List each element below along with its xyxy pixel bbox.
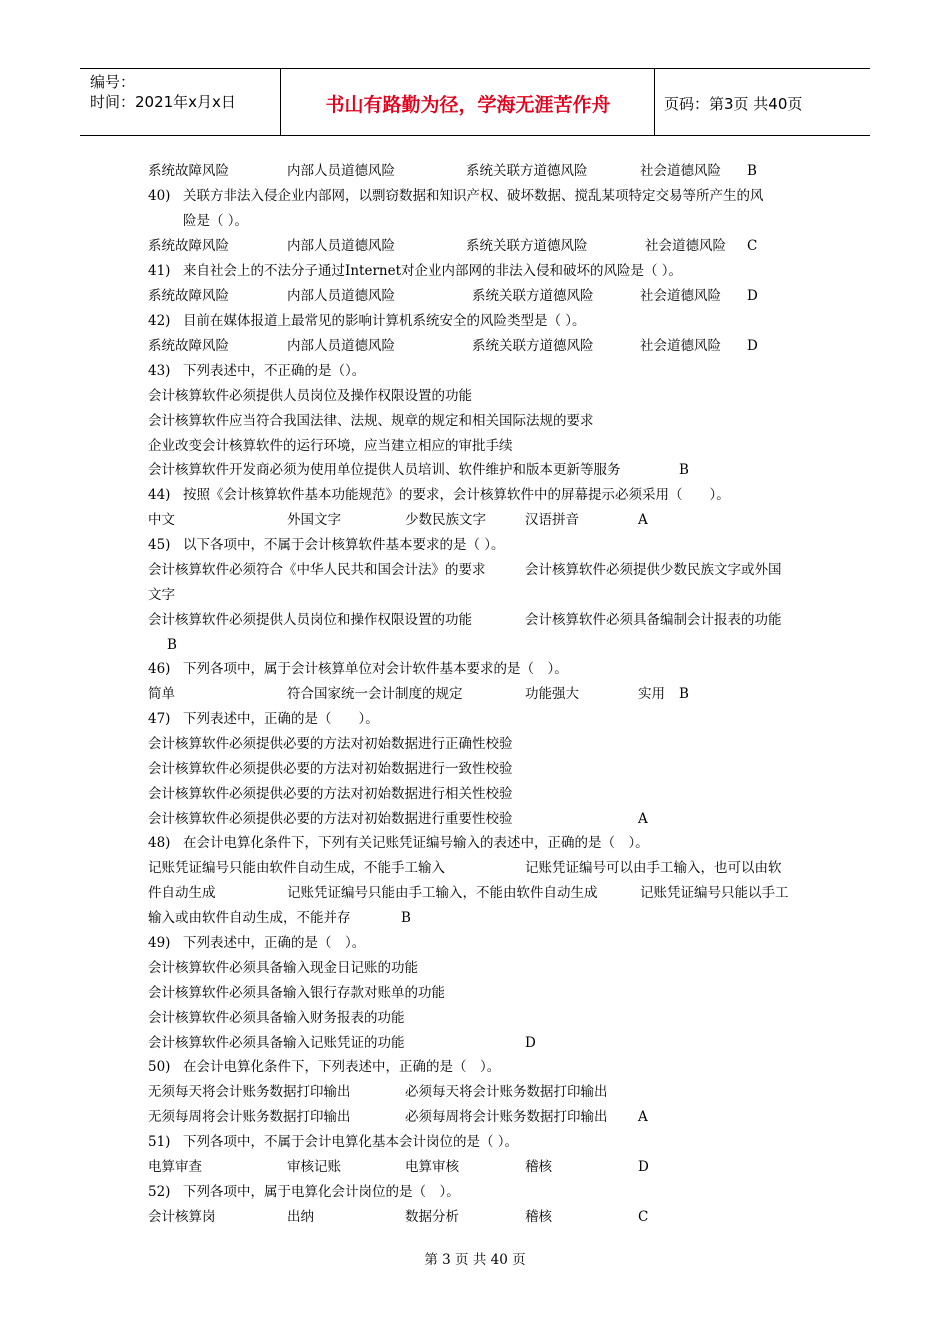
option-text: 外国文字 — [287, 512, 341, 528]
option-text: 输入或由软件自动生成，不能并存 — [148, 910, 351, 926]
question-text: 按照《会计核算软件基本功能规范》的要求，会计核算软件中的屏幕提示必须采用（ ）。 — [183, 487, 730, 503]
answer-letter: C — [747, 238, 758, 254]
option-text: 社会道德风险 — [640, 338, 721, 354]
header-top-rule — [80, 68, 870, 69]
option-text: 实用 — [638, 686, 665, 702]
question-text: 在会计电算化条件下，下列有关记账凭证编号输入的表述中，正确的是（ ）。 — [183, 835, 649, 851]
option-text: 会计核算软件必须符合《中华人民共和国会计法》的要求 — [148, 562, 486, 578]
question-text: 以下各项中，不属于会计核算软件基本要求的是（ ）。 — [183, 537, 505, 553]
option-text: 中文 — [148, 512, 175, 528]
answer-letter: B — [679, 462, 689, 478]
question-text: 险是（ ）。 — [183, 213, 249, 229]
option-text: 功能强大 — [525, 686, 579, 702]
question-number: 50) — [148, 1059, 171, 1075]
option-text: 汉语拼音 — [525, 512, 579, 528]
option-text: 系统故障风险 — [148, 238, 229, 254]
option-text: 内部人员道德风险 — [287, 163, 395, 179]
option-text: 系统关联方道德风险 — [472, 338, 594, 354]
option-text: 记账凭证编号可以由手工输入，也可以由软 — [525, 860, 782, 876]
option-text: 内部人员道德风险 — [287, 288, 395, 304]
question-text: 关联方非法入侵企业内部网，以剽窃数据和知识产权、破坏数据、搅乱某项特定交易等所产生的风 — [183, 188, 764, 204]
option-text: 系统故障风险 — [148, 338, 229, 354]
option-text: 会计核算软件必须具备输入现金日记账的功能 — [148, 960, 418, 976]
question-text: 目前在媒体报道上最常见的影响计算机系统安全的风险类型是（ ）。 — [183, 313, 586, 329]
option-text: 数据分析 — [405, 1209, 459, 1225]
question-number: 46) — [148, 661, 171, 677]
option-text: 稽核 — [525, 1159, 552, 1175]
page-indicator: 页码：第3页 共40页 — [664, 95, 803, 113]
question-number: 41) — [148, 263, 171, 279]
question-number: 44) — [148, 487, 171, 503]
option-text: 系统故障风险 — [148, 288, 229, 304]
question-text: 下列表述中，不正确的是（）。 — [183, 363, 366, 379]
answer-letter: C — [638, 1209, 649, 1225]
option-text: 会计核算软件必须提供人员岗位和操作权限设置的功能 — [148, 612, 472, 628]
option-text: 社会道德风险 — [645, 238, 726, 254]
question-text: 来自社会上的不法分子通过Internet对企业内部网的非法入侵和破坏的风险是（ ）。 — [183, 263, 683, 279]
option-text: 系统关联方道德风险 — [472, 288, 594, 304]
doc-time-label: 时间：2021年x月x日 — [90, 93, 236, 111]
header-divider — [654, 68, 655, 135]
answer-letter: D — [747, 338, 758, 354]
option-text: 必须每天将会计账务数据打印输出 — [405, 1084, 608, 1100]
answer-letter: A — [638, 512, 648, 528]
answer-letter: B — [747, 163, 757, 179]
option-text: 会计核算软件必须具备输入银行存款对账单的功能 — [148, 985, 445, 1001]
answer-letter: A — [638, 1109, 648, 1125]
option-text: 会计核算软件必须提供必要的方法对初始数据进行相关性校验 — [148, 786, 513, 802]
question-number: 47) — [148, 711, 171, 727]
option-text: 会计核算软件必须具备编制会计报表的功能 — [525, 612, 782, 628]
option-text: 记账凭证编号只能由手工输入，不能由软件自动生成 — [287, 885, 598, 901]
option-text: 系统关联方道德风险 — [466, 238, 588, 254]
option-text: 会计核算岗 — [148, 1209, 216, 1225]
option-text: 出纳 — [287, 1209, 314, 1225]
answer-letter: B — [167, 637, 177, 653]
footer-page-number: 第 3 页 共 40 页 — [424, 1252, 526, 1268]
option-text: 会计核算软件必须提供必要的方法对初始数据进行重要性校验 — [148, 811, 513, 827]
option-text: 内部人员道德风险 — [287, 238, 395, 254]
option-text: 符合国家统一会计制度的规定 — [287, 686, 463, 702]
question-text: 下列各项中，属于电算化会计岗位的是（ ）。 — [183, 1184, 460, 1200]
option-text: 会计核算软件必须提供人员岗位及操作权限设置的功能 — [148, 388, 472, 404]
answer-letter: B — [679, 686, 689, 702]
option-text: 会计核算软件开发商必须为使用单位提供人员培训、软件维护和版本更新等服务 — [148, 462, 621, 478]
option-text: 会计核算软件必须提供必要的方法对初始数据进行一致性校验 — [148, 761, 513, 777]
option-text: 无须每天将会计账务数据打印输出 — [148, 1084, 351, 1100]
question-number: 48) — [148, 835, 171, 851]
option-text: 记账凭证编号只能以手工 — [640, 885, 789, 901]
question-number: 45) — [148, 537, 171, 553]
option-text: 稽核 — [525, 1209, 552, 1225]
question-number: 52) — [148, 1184, 171, 1200]
question-text: 下列表述中，正确的是（ ）。 — [183, 711, 379, 727]
answer-letter: A — [638, 811, 648, 827]
question-number: 40) — [148, 188, 171, 204]
header-divider — [280, 68, 281, 135]
answer-letter: D — [525, 1035, 536, 1051]
option-text: 审核记账 — [287, 1159, 341, 1175]
page-header — [80, 68, 870, 135]
option-text: 必须每周将会计账务数据打印输出 — [405, 1109, 608, 1125]
option-text: 记账凭证编号只能由软件自动生成，不能手工输入 — [148, 860, 445, 876]
question-text: 下列表述中，正确的是（ ）。 — [183, 935, 366, 951]
option-text: 会计核算软件必须提供必要的方法对初始数据进行正确性校验 — [148, 736, 513, 752]
option-text: 件自动生成 — [148, 885, 216, 901]
option-text: 简单 — [148, 686, 175, 702]
option-text: 少数民族文字 — [405, 512, 486, 528]
question-text: 在会计电算化条件下，下列表述中，正确的是（ ）。 — [183, 1059, 501, 1075]
question-text: 下列各项中，属于会计核算单位对会计软件基本要求的是（ ）。 — [183, 661, 568, 677]
option-text: 企业改变会计核算软件的运行环境，应当建立相应的审批手续 — [148, 438, 513, 454]
option-text: 社会道德风险 — [640, 288, 721, 304]
question-number: 43) — [148, 363, 171, 379]
header-bottom-rule — [80, 135, 870, 136]
answer-letter: B — [401, 910, 411, 926]
option-text: 会计核算软件必须具备输入记账凭证的功能 — [148, 1035, 405, 1051]
option-text: 系统故障风险 — [148, 163, 229, 179]
header-motto: 书山有路勤为径，学海无涯苦作舟 — [325, 94, 611, 116]
question-text: 下列各项中，不属于会计电算化基本会计岗位的是（ ）。 — [183, 1134, 519, 1150]
answer-letter: D — [638, 1159, 649, 1175]
question-number: 42) — [148, 313, 171, 329]
option-text: 会计核算软件必须具备输入财务报表的功能 — [148, 1010, 405, 1026]
option-text: 社会道德风险 — [640, 163, 721, 179]
option-text: 系统关联方道德风险 — [466, 163, 588, 179]
option-text: 会计核算软件应当符合我国法律、法规、规章的规定和相关国际法规的要求 — [148, 413, 594, 429]
question-number: 51) — [148, 1134, 171, 1150]
option-text: 电算审核 — [405, 1159, 459, 1175]
option-text: 会计核算软件必须提供少数民族文字或外国 — [525, 562, 782, 578]
doc-number-label: 编号： — [90, 73, 136, 91]
page-footer — [0, 1248, 950, 1268]
option-text: 无须每周将会计账务数据打印输出 — [148, 1109, 351, 1125]
option-text: 电算审查 — [148, 1159, 202, 1175]
option-text: 内部人员道德风险 — [287, 338, 395, 354]
option-text: 文字 — [148, 587, 175, 603]
answer-letter: D — [747, 288, 758, 304]
question-number: 49) — [148, 935, 171, 951]
